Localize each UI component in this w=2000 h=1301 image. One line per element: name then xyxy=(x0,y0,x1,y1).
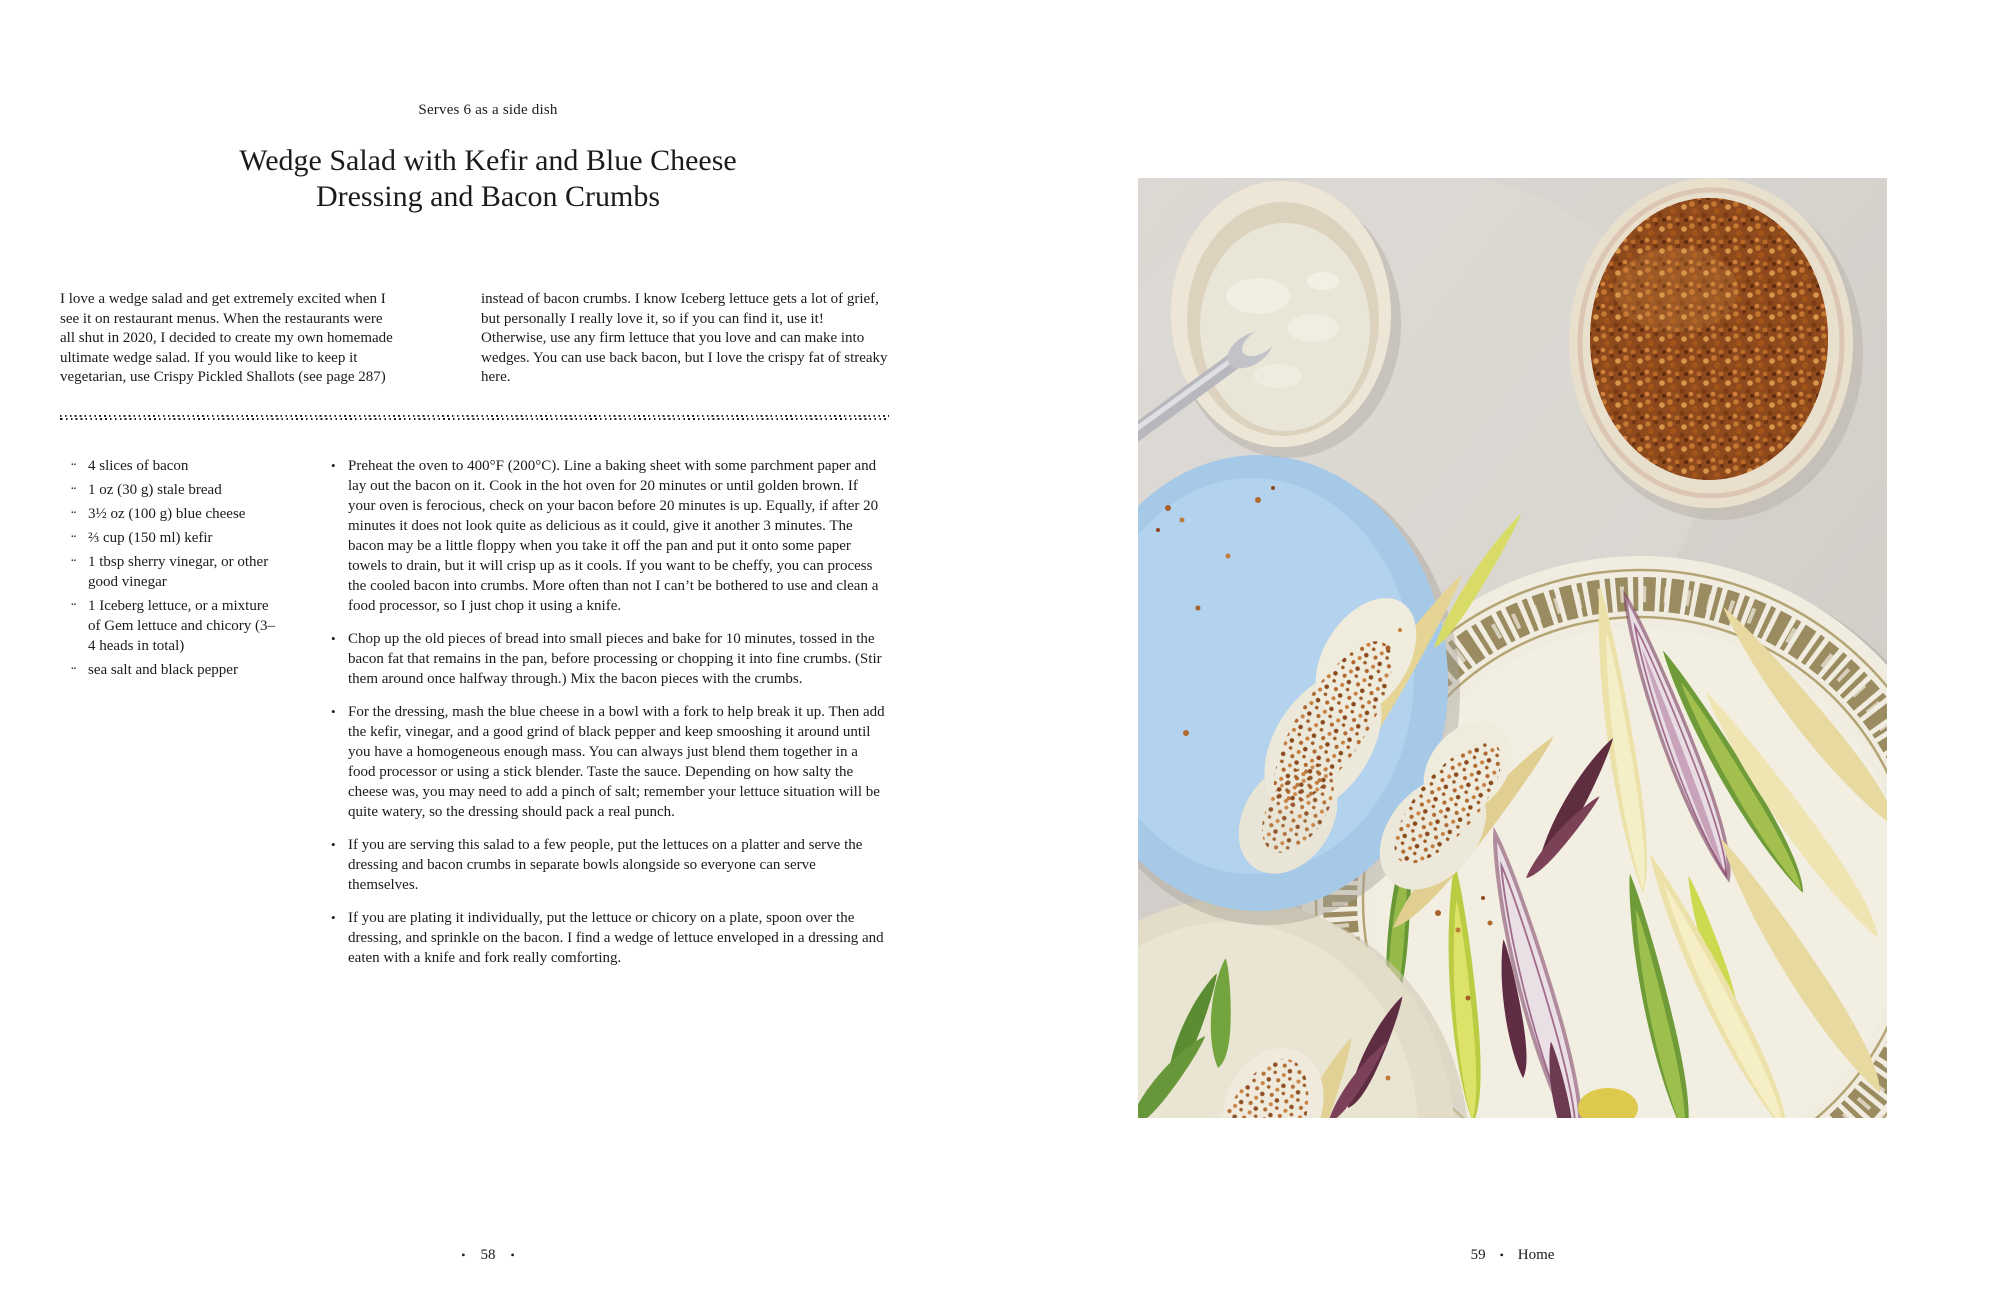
ingredient-bullet: ·· xyxy=(70,482,76,497)
step-bullet: • xyxy=(331,910,336,925)
step-text: Preheat the oven to 400°F (200°C). Line a baking sheet with some parchment paper and lay out the bacon on it. Cook in the hot oven for 20 minutes or until golden brown. If your oven is ferocious, check on your bacon before 20 minutes is up. Equally, if after 20 minutes it does not look quite as delicious as it could, give it another 3 minutes. The bacon may be a little floppy when you take it off the pan and put it onto some paper towels to drain, but it will crisp up as it cools. If you want to be cheffy, you can process the cooled bacon into crumbs. More often than not I can’t be bothered to use and clean a food processor, so I just chop it using a knife. xyxy=(348,458,879,614)
page-number: 58 xyxy=(480,1247,496,1263)
ingredient-text: 3½ oz (100 g) blue cheese xyxy=(88,506,246,522)
ingredient-text: ⅔ cup (150 ml) kefir xyxy=(88,530,213,546)
footer-dot: • xyxy=(1499,1248,1504,1262)
serves-note: Serves 6 as a side dish xyxy=(418,102,558,118)
page-number-right xyxy=(1138,1247,1887,1264)
ingredients-list xyxy=(60,456,300,684)
method-step xyxy=(320,835,888,895)
method-step xyxy=(320,629,888,689)
column-gap xyxy=(395,290,481,388)
section-name: Home xyxy=(1517,1247,1555,1263)
ingredient-text: sea salt and black pepper xyxy=(88,662,238,678)
dotted-divider xyxy=(60,415,889,420)
ingredient-item xyxy=(60,456,300,476)
ingredient-bullet: ·· xyxy=(70,530,76,545)
ingredient-text: 1 oz (30 g) stale bread xyxy=(88,482,222,498)
ingredient-item xyxy=(60,480,300,500)
page-number-left xyxy=(60,1247,916,1264)
intro-paragraph-left: I love a wedge salad and get extremely excited when I see it on restaurant menus. When the restaurants were all shut in 2020, I decided to create my own homemade ultimate wedge salad. If you would like to keep it vegetarian, use Crispy Pickled Shallots (see page 287) xyxy=(60,291,393,385)
ingredient-bullet: ·· xyxy=(70,598,76,613)
footer-dot: • xyxy=(461,1248,466,1262)
step-bullet: • xyxy=(331,837,336,852)
ingredient-bullet: ·· xyxy=(70,554,76,569)
method-step xyxy=(320,702,888,822)
recipe-photo xyxy=(1138,178,1887,1118)
step-bullet: • xyxy=(331,458,336,473)
ingredient-item xyxy=(60,504,300,524)
method-step xyxy=(320,456,888,616)
ingredient-text: 4 slices of bacon xyxy=(88,458,189,474)
method-steps xyxy=(320,456,888,981)
recipe-title-line-1: Wedge Salad with Kefir and Blue Cheese xyxy=(239,144,737,177)
intro-paragraphs xyxy=(60,290,889,388)
ingredient-item xyxy=(60,596,300,656)
page-number: 59 xyxy=(1470,1247,1486,1263)
step-text: For the dressing, mash the blue cheese in a bowl with a fork to help break it up. Then add the kefir, vinegar, and a good grind of black pepper and keep smooshing it around until you have a homogeneous enough mass. You can always just blend them together in a food processor or using a stick blender. Taste the sauce. Depending on how salty the cheese was, you may need to add a pinch of salt; remember your lettuce situation will be quite watery, so the dressing should pack a real punch. xyxy=(348,704,885,820)
ingredient-item xyxy=(60,660,300,680)
recipe-title-line-2: Dressing and Bacon Crumbs xyxy=(315,180,661,213)
step-text: If you are plating it individually, put the lettuce or chicory on a plate, spoon over the dressing, and sprinkle on the bacon. I find a wedge of lettuce enveloped in a dressing and eaten with a knife and fork really comforting. xyxy=(348,910,884,966)
step-bullet: • xyxy=(331,631,336,646)
step-text: Chop up the old pieces of bread into small pieces and bake for 10 minutes, tossed in the bacon fat that remains in the pan, before processing or chopping it into fine crumbs. (Stir them around once halfway through.) Mix the bacon pieces with the crumbs. xyxy=(348,631,882,687)
intro-paragraph-right: instead of bacon crumbs. I know Iceberg lettuce gets a lot of grief, but personally I really love it, so if you can find it, use it! Otherwise, use any firm lettuce that you love and can make into wedges. You can use back bacon, but I love the crispy fat of streaky here. xyxy=(481,291,888,385)
recipe-title xyxy=(90,143,886,215)
ingredient-bullet: ·· xyxy=(70,458,76,473)
step-text: If you are serving this salad to a few people, put the lettuces on a platter and serve the dressing and bacon crumbs in separate bowls alongside so everyone can serve themselves. xyxy=(348,837,863,893)
ingredient-bullet: ·· xyxy=(70,662,76,677)
ingredient-item xyxy=(60,552,300,592)
ingredient-item xyxy=(60,528,300,548)
step-bullet: • xyxy=(331,704,336,719)
method-step xyxy=(320,908,888,968)
ingredient-bullet: ·· xyxy=(70,506,76,521)
ingredient-text: 1 tbsp sherry vinegar, or other good vinegar xyxy=(88,554,269,590)
footer-dot: • xyxy=(510,1248,515,1262)
ingredient-text: 1 Iceberg lettuce, or a mixture of Gem lettuce and chicory (3–4 heads in total) xyxy=(88,598,276,654)
